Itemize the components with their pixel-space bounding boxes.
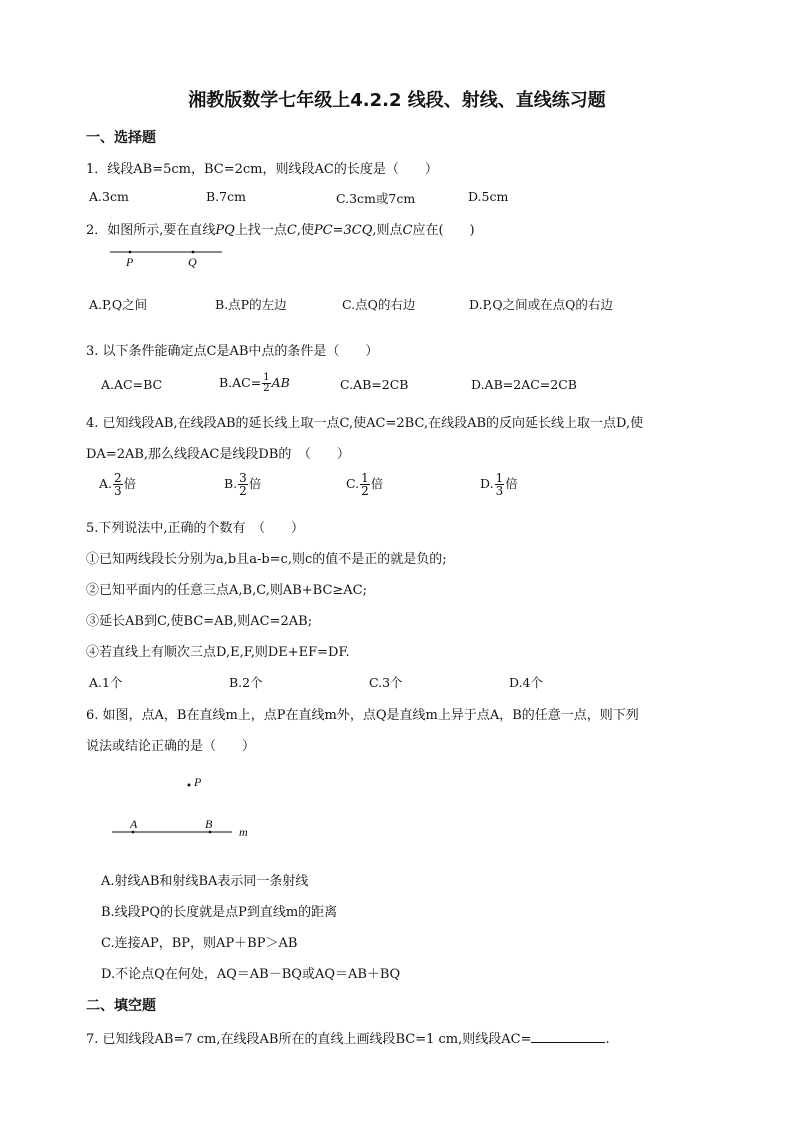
section-heading-choice: 一、选择题 — [86, 130, 156, 146]
question-7-stem — [86, 1028, 610, 1047]
question-5-stem: 5.下列说法中,正确的个数有 （ ） — [86, 521, 305, 536]
fraction-denominator: 3 — [114, 484, 122, 498]
question-2-stem — [86, 219, 475, 238]
question-4-line2: DA=2AB,那么线段AC是线段DB的 （ ） — [86, 447, 350, 462]
option-label: D. — [480, 476, 494, 491]
q4-option-a — [99, 472, 136, 497]
q2-point-c: C — [402, 223, 413, 238]
fraction-denominator: 2 — [361, 484, 369, 498]
q2-text: 应在( ) — [412, 223, 475, 238]
q6-option-a: A.射线AB和射线BA表示同一条射线 — [101, 874, 309, 889]
option-label: B. — [224, 476, 238, 491]
fraction-numerator: 1 — [495, 471, 504, 485]
q2-point-c: C — [286, 223, 297, 238]
q7-period: . — [605, 1032, 610, 1047]
q2-text: ,则点 — [372, 223, 403, 238]
fraction-numerator: 2 — [114, 471, 122, 485]
option-label: C. — [346, 476, 360, 491]
q3-option-b-label: B.AC= — [219, 375, 262, 390]
q2-point-p — [129, 251, 132, 254]
option-unit: 倍 — [123, 476, 137, 491]
q2-text: ,使 — [296, 223, 314, 238]
fraction-numerator: 1 — [361, 471, 369, 485]
q5-statement-1: ①已知两线段长分别为a,b且a-b=c,则c的值不是正的就是负的; — [86, 552, 447, 567]
q1-option-b: B.7cm — [206, 189, 246, 204]
q2-label-p: P — [126, 255, 134, 269]
q6-point-p — [188, 784, 191, 787]
option-unit: 倍 — [248, 476, 262, 491]
q6-figure — [110, 772, 260, 842]
q3-option-b-fraction — [262, 373, 270, 394]
option-fraction — [360, 472, 370, 497]
q5-statement-3: ③延长AB到C,使BC=AB,则AC=2AB; — [86, 614, 313, 629]
question-4-line1: 4. 已知线段AB,在线段AB的延长线上取一点C,使AC=2BC,在线段AB的反向延长线上取一点D,使 — [86, 416, 644, 431]
q1-option-c: C.3cm或7cm — [336, 191, 416, 206]
q3-option-c: C.AB=2CB — [340, 377, 409, 392]
q5-option-d: D.4个 — [509, 675, 544, 690]
q6-point-a — [132, 831, 135, 834]
q2-option-a: A.P,Q之间 — [89, 297, 148, 312]
section-heading-fill-in: 二、填空题 — [86, 998, 156, 1014]
option-unit: 倍 — [370, 476, 384, 491]
q4-option-b — [224, 472, 261, 497]
q6-option-c: C.连接AP，BP，则AP＋BP＞AB — [101, 936, 298, 951]
q5-option-a: A.1个 — [89, 675, 123, 690]
q3-option-b-tail: AB — [271, 375, 290, 390]
q3-option-d: D.AB=2AC=2CB — [471, 377, 577, 392]
fraction-denominator: 2 — [263, 383, 270, 394]
question-6-line2: 说法或结论正确的是（ ） — [86, 739, 256, 754]
option-fraction — [113, 472, 123, 497]
q2-condition: PC=3CQ — [313, 223, 373, 238]
q5-option-c: C.3个 — [369, 675, 403, 690]
q2-point-q — [192, 251, 195, 254]
q6-label-b: B — [205, 817, 213, 831]
question-1-stem: 1．线段AB=5cm，BC=2cm，则线段AC的长度是（ ） — [86, 162, 438, 177]
fraction-denominator: 3 — [495, 484, 504, 498]
q4-option-d — [480, 472, 518, 497]
q1-option-d: D.5cm — [468, 189, 509, 204]
q4-option-c — [346, 472, 383, 497]
q5-statement-4: ④若直线上有顺次三点D,E,F,则DE+EF=DF. — [86, 645, 350, 660]
fraction-denominator: 2 — [239, 484, 247, 498]
option-fraction — [238, 472, 248, 497]
q6-label-p: P — [194, 775, 202, 789]
q6-option-d: D.不论点Q在何处，AQ＝AB－BQ或AQ＝AB＋BQ — [101, 967, 401, 982]
q2-text: 2．如图所示,要在直线 — [86, 223, 216, 238]
q6-point-b — [209, 831, 212, 834]
q2-option-d: D.P,Q之间或在点Q的右边 — [469, 297, 613, 312]
q2-text: 上找一点 — [234, 223, 287, 238]
fraction-numerator: 3 — [239, 471, 247, 485]
q2-option-c: C.点Q的右边 — [342, 297, 416, 312]
q6-option-b: B.线段PQ的长度就是点P到直线m的距离 — [101, 905, 338, 920]
q3-option-a: A.AC=BC — [101, 377, 163, 392]
q1-option-a: A.3cm — [89, 189, 129, 204]
q5-statement-2: ②已知平面内的任意三点A,B,C,则AB+BC≥AC; — [86, 583, 368, 598]
fraction-numerator: 1 — [263, 372, 270, 383]
q3-option-b — [219, 373, 290, 394]
option-unit: 倍 — [505, 476, 518, 491]
question-3-stem: 3. 以下条件能确定点C是AB中点的条件是（ ） — [86, 344, 379, 359]
q6-label-m: m — [239, 825, 248, 839]
q7-text: 7. 已知线段AB=7 cm,在线段AB所在的直线上画线段BC=1 cm,则线段AC= — [86, 1032, 532, 1047]
q2-line-figure — [110, 246, 230, 268]
page-title: 湘教版数学七年级上4.2.2 线段、射线、直线练习题 — [188, 90, 606, 111]
option-fraction — [495, 472, 505, 497]
option-label: A. — [99, 476, 113, 491]
q7-answer-blank[interactable] — [531, 1030, 605, 1043]
q6-label-a: A — [130, 817, 138, 831]
q2-line-name: PQ — [215, 223, 235, 238]
question-6-line1: 6. 如图，点A，B在直线m上，点P在直线m外，点Q是直线m上异于点A，B的任意一点，则下列 — [86, 708, 639, 723]
q2-label-q: Q — [188, 255, 197, 269]
q2-option-b: B.点P的左边 — [215, 297, 287, 312]
q5-option-b: B.2个 — [229, 675, 263, 690]
